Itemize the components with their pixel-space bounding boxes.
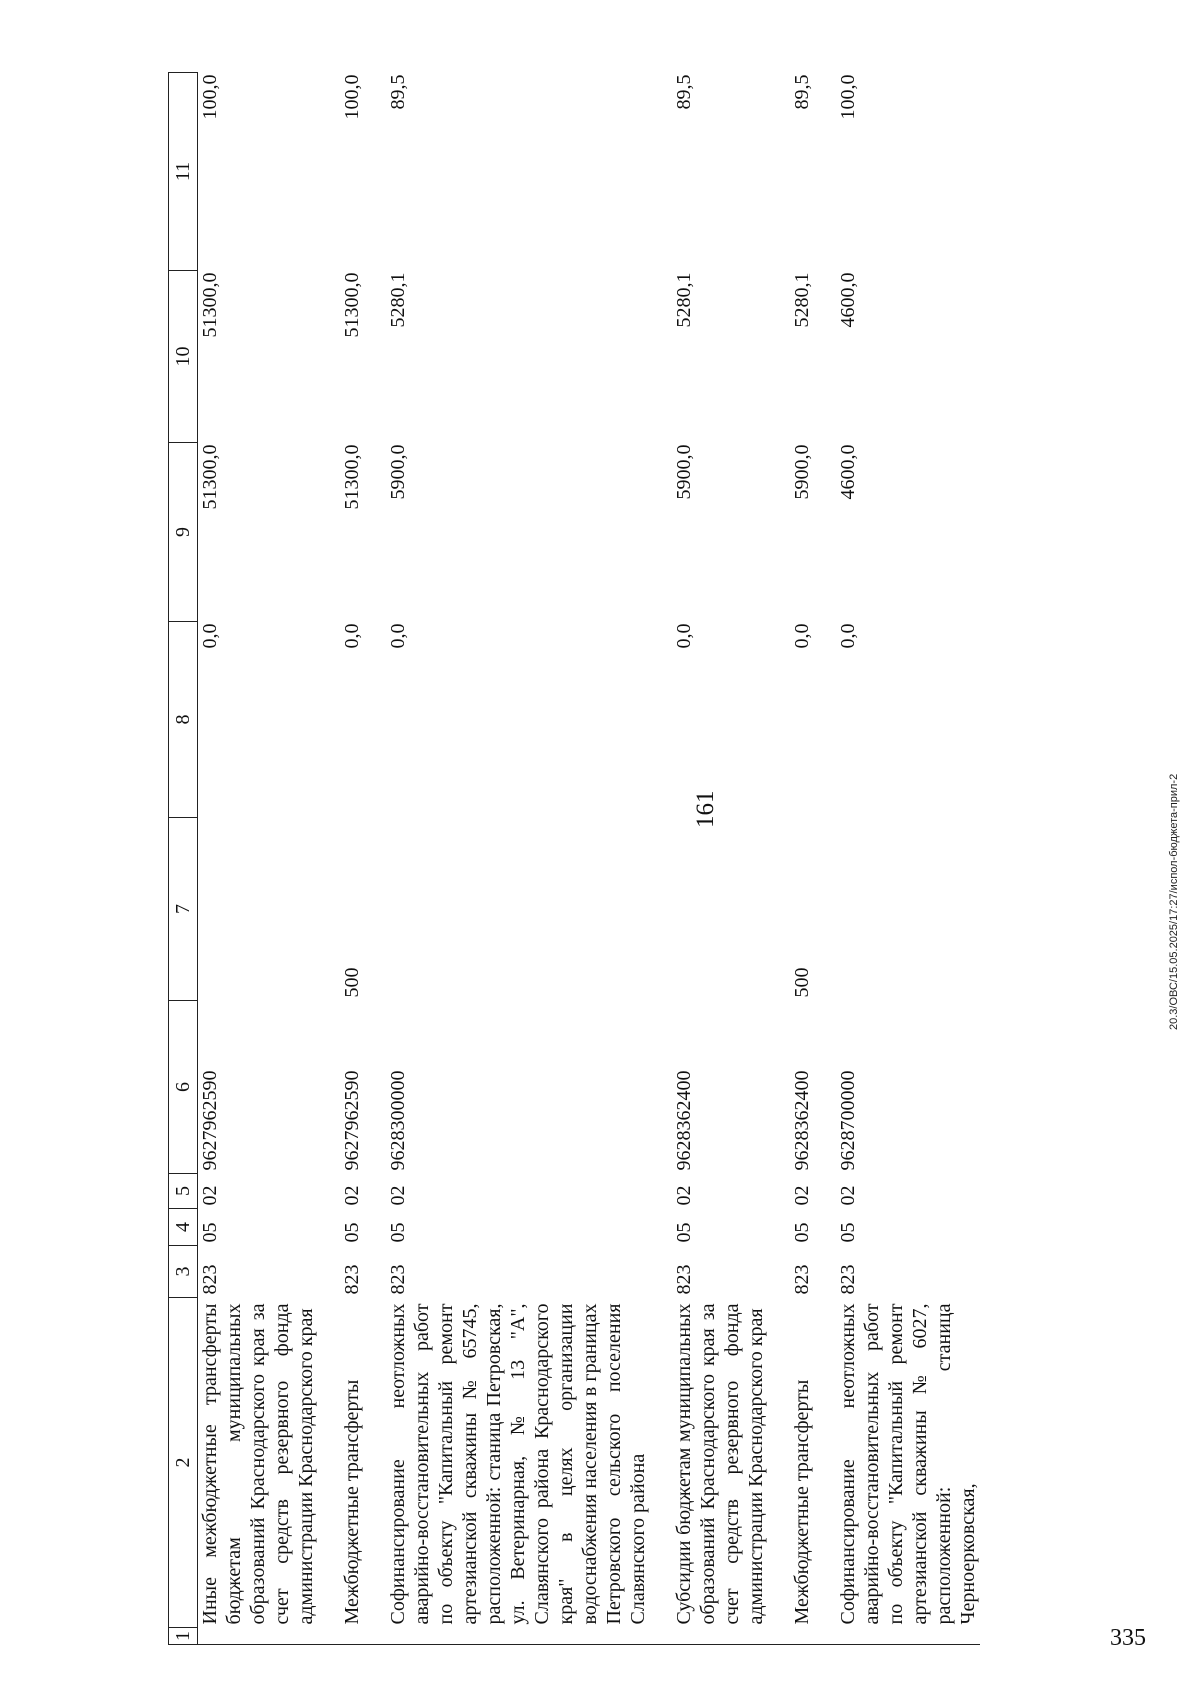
table-row: [340, 73, 364, 1645]
expense-type-cell: [198, 818, 319, 1001]
column-header: 3: [169, 1246, 198, 1298]
value-col10-cell: 5280,1: [791, 272, 813, 328]
table-row: [790, 73, 814, 1645]
target-article-cell: 9628362400: [791, 1070, 813, 1171]
expense-type-cell: 500: [791, 967, 813, 998]
expense-type-cell: 500: [341, 967, 363, 998]
column-header: 1: [169, 1628, 198, 1645]
table-header-row: [169, 73, 198, 1645]
row-gap: [364, 73, 386, 1645]
ministry-code-cell: 823: [387, 1264, 409, 1295]
column-header: 5: [169, 1174, 198, 1209]
sheet-number: 335: [1110, 1625, 1146, 1651]
table-row: [386, 73, 650, 1645]
budget-table: [168, 72, 980, 1645]
value-col11-cell: 100,0: [199, 74, 221, 120]
value-col8-cell: 0,0: [341, 623, 363, 649]
value-col10-cell: 4600,0: [837, 272, 859, 328]
subsection-code-cell: 02: [387, 1185, 409, 1206]
column-header: 8: [169, 622, 198, 818]
value-col10-cell: 5280,1: [387, 272, 409, 328]
subsection-code-cell: 02: [837, 1185, 859, 1206]
value-col9-cell: 5900,0: [791, 444, 813, 500]
row-number-cell: [340, 1628, 364, 1645]
row-name-cell: Софинансирование неотложных аварийно-восстановительных работ по объекту "Капитальный ремонт артезианской скважины № 6027, расположенной: станица Черноерковская,: [837, 1303, 979, 1625]
value-col9-cell: 5900,0: [387, 444, 409, 500]
value-col11-cell: 89,5: [387, 74, 409, 110]
row-name-cell: Софинансирование неотложных аварийно-восстановительных работ по объекту "Капитальный ремонт артезианской скважины № 65745, расположенной: станица Петровская, ул. Ветеринарная, № 13 "А", Славянского района Краснодарского края" в целях организации водоснабжения населения в границах Петровского сельского поселения Славянского района: [387, 1303, 649, 1625]
value-col11-cell: 100,0: [341, 74, 363, 120]
target-article-cell: 9627962590: [341, 1070, 363, 1171]
target-article-cell: 9628300000: [387, 1070, 409, 1171]
column-header: 6: [169, 1001, 198, 1174]
value-col8-cell: 0,0: [387, 623, 409, 649]
value-col9-cell: 5900,0: [673, 444, 695, 500]
column-header: 10: [169, 271, 198, 443]
column-header: 7: [169, 818, 198, 1001]
expense-type-cell: [386, 818, 650, 1001]
subsection-code-cell: 02: [791, 1185, 813, 1206]
row-gap: [814, 73, 836, 1645]
section-code-cell: 05: [791, 1222, 813, 1243]
column-header: 4: [169, 1209, 198, 1246]
target-article-cell: 9628362400: [673, 1070, 695, 1171]
value-col8-cell: 0,0: [791, 623, 813, 649]
ministry-code-cell: 823: [341, 1264, 363, 1295]
value-col10-cell: 5280,1: [673, 272, 695, 328]
ministry-code-cell: 823: [837, 1264, 859, 1295]
row-gap: [318, 73, 340, 1645]
value-col11-cell: 100,0: [837, 74, 859, 120]
expense-type-cell: [672, 818, 768, 1001]
subsection-code-cell: 02: [673, 1185, 695, 1206]
value-col8-cell: 0,0: [837, 623, 859, 649]
ministry-code-cell: 823: [199, 1264, 221, 1295]
value-col9-cell: 4600,0: [837, 444, 859, 500]
ministry-code-cell: 823: [791, 1264, 813, 1295]
row-name-cell: Межбюджетные трансферты: [341, 1379, 363, 1625]
value-col8-cell: 0,0: [673, 623, 695, 649]
value-col11-cell: 89,5: [673, 74, 695, 110]
row-number-cell: [672, 1628, 768, 1645]
section-code-cell: 05: [341, 1222, 363, 1243]
column-header: 2: [169, 1298, 198, 1628]
section-code-cell: 05: [387, 1222, 409, 1243]
target-article-cell: 9628700000: [837, 1070, 859, 1171]
column-header: 9: [169, 443, 198, 622]
row-number-cell: [836, 1628, 980, 1645]
value-col10-cell: 51300,0: [199, 272, 221, 338]
row-number-cell: [386, 1628, 650, 1645]
row-number-cell: [790, 1628, 814, 1645]
table-row: [198, 73, 319, 1645]
page-number: 161: [692, 790, 719, 828]
value-col9-cell: 51300,0: [199, 444, 221, 510]
row-name-cell: Межбюджетные трансферты: [791, 1379, 813, 1625]
subsection-code-cell: 02: [341, 1185, 363, 1206]
rotated-table-container: [168, 73, 986, 1645]
row-name-cell: Субсидии бюджетам муниципальных образований Краснодарского края за счет средств резервного фонда администрации Краснодарского края: [673, 1303, 767, 1625]
expense-type-cell: [836, 818, 980, 1001]
value-col10-cell: 51300,0: [341, 272, 363, 338]
row-gap: [768, 73, 790, 1645]
row-name-cell: Иные межбюджетные трансферты бюджетам муниципальных образований Краснодарского края за счет средств резервного фонда администрации Краснодарского края: [199, 1303, 317, 1625]
row-number-cell: [198, 1628, 319, 1645]
section-code-cell: 05: [199, 1222, 221, 1243]
section-code-cell: 05: [673, 1222, 695, 1243]
section-code-cell: 05: [837, 1222, 859, 1243]
column-header: 11: [169, 73, 198, 271]
subsection-code-cell: 02: [199, 1185, 221, 1206]
table-row: [672, 73, 768, 1645]
table-row: [836, 73, 980, 1645]
target-article-cell: 9627962590: [199, 1070, 221, 1171]
ministry-code-cell: 823: [673, 1264, 695, 1295]
value-col11-cell: 89,5: [791, 74, 813, 110]
row-gap: [650, 73, 672, 1645]
footer-document-code: 20.3/ОВС/15.05.2025/17:27/испол-бюджета-прил-2: [1168, 773, 1180, 1030]
value-col9-cell: 51300,0: [341, 444, 363, 510]
value-col8-cell: 0,0: [199, 623, 221, 649]
